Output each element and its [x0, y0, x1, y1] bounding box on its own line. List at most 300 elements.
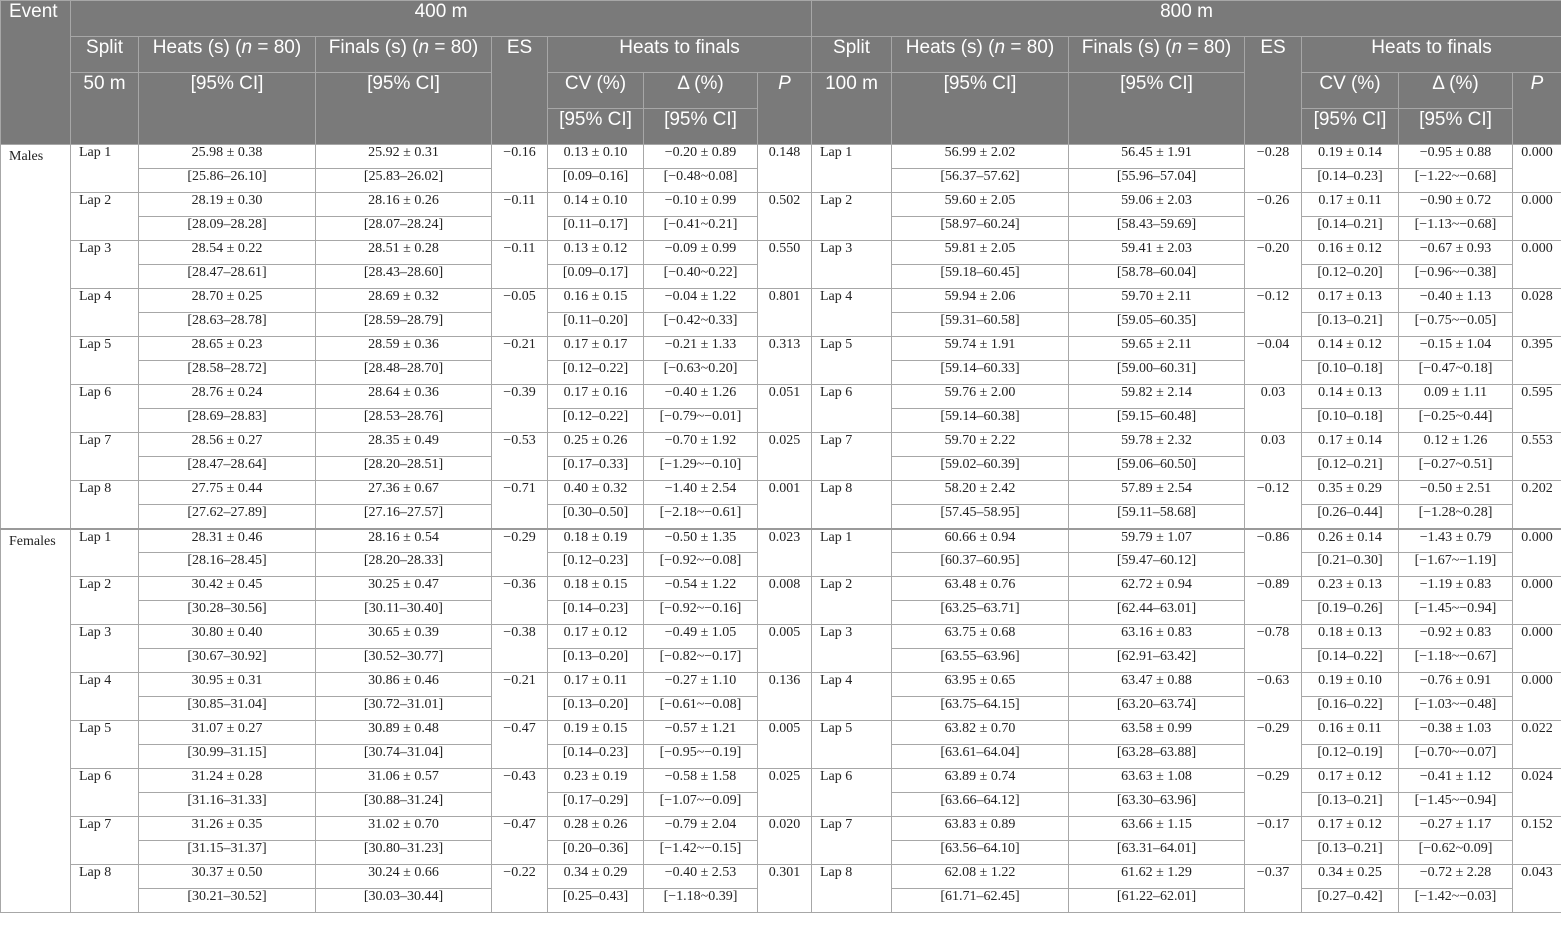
cv-ci: [0.12–0.22] [548, 361, 644, 385]
cv-mean-sd: 0.23 ± 0.19 [548, 769, 644, 793]
table-row [1, 865, 1561, 889]
finals-mean-sd: 59.06 ± 2.03 [1069, 193, 1245, 217]
lap-label: Lap 4 [812, 673, 892, 721]
p-value: 0.152 [1513, 817, 1561, 865]
effect-size: −0.39 [492, 385, 548, 433]
delta-mean-sd: 0.12 ± 1.26 [1399, 433, 1513, 457]
lap-label: Lap 3 [71, 625, 139, 673]
lap-label: Lap 1 [71, 145, 139, 193]
heats-mean-sd: 31.24 ± 0.28 [139, 769, 316, 793]
lap-label: Lap 8 [71, 865, 139, 913]
delta-ci: [−0.41~0.21] [644, 217, 758, 241]
heats-mean-sd: 31.26 ± 0.35 [139, 817, 316, 841]
delta-mean-sd: −0.67 ± 0.93 [1399, 241, 1513, 265]
finals-ci: [58.78–60.04] [1069, 265, 1245, 289]
finals-ci: [63.20–63.74] [1069, 697, 1245, 721]
finals-header-400: Finals (s) (n = 80) [316, 37, 492, 73]
heats-mean-sd: 30.42 ± 0.45 [139, 577, 316, 601]
finals-ci: [62.44–63.01] [1069, 601, 1245, 625]
cv-mean-sd: 0.17 ± 0.12 [1302, 817, 1399, 841]
delta-ci: [−0.79~−0.01] [644, 409, 758, 433]
heats-ci: [30.99–31.15] [139, 745, 316, 769]
heats-ci: [59.31–60.58] [892, 313, 1069, 337]
lap-label: Lap 5 [71, 721, 139, 769]
finals-mean-sd: 28.35 ± 0.49 [316, 433, 492, 457]
p-header-400: P [758, 73, 812, 145]
cv-mean-sd: 0.16 ± 0.15 [548, 289, 644, 313]
lap-label: Lap 3 [71, 241, 139, 289]
cv-mean-sd: 0.14 ± 0.10 [548, 193, 644, 217]
delta-ci: [−0.63~0.20] [644, 361, 758, 385]
heats-ci: [59.14–60.38] [892, 409, 1069, 433]
table-row [1, 145, 1561, 169]
finals-mean-sd: 59.41 ± 2.03 [1069, 241, 1245, 265]
effect-size: −0.38 [492, 625, 548, 673]
heats-mean-sd: 27.75 ± 0.44 [139, 481, 316, 505]
finals-mean-sd: 59.78 ± 2.32 [1069, 433, 1245, 457]
group-label: Females [1, 529, 71, 913]
finals-ci: [59.11–58.68] [1069, 505, 1245, 529]
cv-mean-sd: 0.28 ± 0.26 [548, 817, 644, 841]
finals-ci: [28.43–28.60] [316, 265, 492, 289]
p-value: 0.005 [758, 721, 812, 769]
table-row [1, 673, 1561, 697]
effect-size: −0.47 [492, 721, 548, 769]
table-row [1, 385, 1561, 409]
cv-ci: [0.26–0.44] [1302, 505, 1399, 529]
event-header: Event [1, 1, 71, 145]
lap-label: Lap 4 [812, 289, 892, 337]
delta-ci: [−0.48~0.08] [644, 169, 758, 193]
delta-mean-sd: −0.15 ± 1.04 [1399, 337, 1513, 361]
delta-ci: [−1.18~−0.67] [1399, 649, 1513, 673]
finals-ci: [30.03–30.44] [316, 889, 492, 913]
cv-mean-sd: 0.17 ± 0.13 [1302, 289, 1399, 313]
lap-label: Lap 7 [71, 817, 139, 865]
effect-size: −0.86 [1245, 529, 1302, 577]
effect-size: −0.63 [1245, 673, 1302, 721]
cv-mean-sd: 0.26 ± 0.14 [1302, 529, 1399, 553]
heats-ci: [58.97–60.24] [892, 217, 1069, 241]
table-row [1, 721, 1561, 745]
cv-header-800: CV (%) [1302, 73, 1399, 109]
heats-ci: [28.47–28.61] [139, 265, 316, 289]
effect-size: −0.53 [492, 433, 548, 481]
p-value: 0.301 [758, 865, 812, 913]
lap-label: Lap 2 [812, 193, 892, 241]
finals-ci: [28.07–28.24] [316, 217, 492, 241]
delta-mean-sd: −0.09 ± 0.99 [644, 241, 758, 265]
p-value: 0.023 [758, 529, 812, 577]
effect-size: −0.89 [1245, 577, 1302, 625]
cv-mean-sd: 0.14 ± 0.13 [1302, 385, 1399, 409]
finals-mean-sd: 25.92 ± 0.31 [316, 145, 492, 169]
lap-label: Lap 3 [812, 625, 892, 673]
cv-ci: [0.21–0.30] [1302, 553, 1399, 577]
delta-ci: [−0.75~−0.05] [1399, 313, 1513, 337]
cv-ci: [0.09–0.16] [548, 169, 644, 193]
finals-mean-sd: 62.72 ± 0.94 [1069, 577, 1245, 601]
delta-mean-sd: −0.21 ± 1.33 [644, 337, 758, 361]
heats-ci: [31.16–31.33] [139, 793, 316, 817]
delta-mean-sd: −1.19 ± 0.83 [1399, 577, 1513, 601]
p-value: 0.313 [758, 337, 812, 385]
delta-mean-sd: −0.40 ± 2.53 [644, 865, 758, 889]
table-row [1, 577, 1561, 601]
p-value: 0.051 [758, 385, 812, 433]
effect-size: −0.29 [1245, 769, 1302, 817]
cv-ci: [0.14–0.21] [1302, 217, 1399, 241]
effect-size: 0.03 [1245, 385, 1302, 433]
heats-ci: [63.75–64.15] [892, 697, 1069, 721]
heats-mean-sd: 30.37 ± 0.50 [139, 865, 316, 889]
table-row [1, 337, 1561, 361]
finals-mean-sd: 56.45 ± 1.91 [1069, 145, 1245, 169]
heats-ci: [57.45–58.95] [892, 505, 1069, 529]
delta-mean-sd: −0.76 ± 0.91 [1399, 673, 1513, 697]
finals-mean-sd: 28.16 ± 0.54 [316, 529, 492, 553]
cv-mean-sd: 0.25 ± 0.26 [548, 433, 644, 457]
lap-label: Lap 1 [812, 145, 892, 193]
lap-label: Lap 2 [812, 577, 892, 625]
finals-header-800: Finals (s) (n = 80) [1069, 37, 1245, 73]
table-row [1, 529, 1561, 553]
delta-ci-header-800: [95% CI] [1399, 109, 1513, 145]
effect-size: −0.28 [1245, 145, 1302, 193]
cv-ci: [0.17–0.33] [548, 457, 644, 481]
heats-ci: [30.28–30.56] [139, 601, 316, 625]
delta-ci: [−1.42~−0.15] [644, 841, 758, 865]
effect-size: −0.11 [492, 193, 548, 241]
delta-ci: [−0.70~−0.07] [1399, 745, 1513, 769]
delta-ci: [−1.45~−0.94] [1399, 601, 1513, 625]
effect-size: −0.47 [492, 817, 548, 865]
heats-mean-sd: 28.31 ± 0.46 [139, 529, 316, 553]
lap-label: Lap 5 [812, 721, 892, 769]
finals-mean-sd: 30.89 ± 0.48 [316, 721, 492, 745]
delta-ci: [−1.29~−0.10] [644, 457, 758, 481]
p-value: 0.025 [758, 433, 812, 481]
p-value: 0.001 [758, 481, 812, 529]
p-value: 0.022 [1513, 721, 1561, 769]
finals-mean-sd: 63.16 ± 0.83 [1069, 625, 1245, 649]
cv-mean-sd: 0.14 ± 0.12 [1302, 337, 1399, 361]
heats-mean-sd: 28.70 ± 0.25 [139, 289, 316, 313]
lap-label: Lap 6 [812, 385, 892, 433]
cv-mean-sd: 0.23 ± 0.13 [1302, 577, 1399, 601]
finals-mean-sd: 63.47 ± 0.88 [1069, 673, 1245, 697]
lap-label: Lap 4 [71, 673, 139, 721]
cv-mean-sd: 0.18 ± 0.13 [1302, 625, 1399, 649]
heats-ci: [63.61–64.04] [892, 745, 1069, 769]
lap-label: Lap 4 [71, 289, 139, 337]
delta-ci: [−0.42~0.33] [644, 313, 758, 337]
p-value: 0.801 [758, 289, 812, 337]
p-value: 0.595 [1513, 385, 1561, 433]
delta-ci: [−1.03~−0.48] [1399, 697, 1513, 721]
cv-ci: [0.25–0.43] [548, 889, 644, 913]
split-header-800: Split [812, 37, 892, 73]
delta-ci: [−0.61~−0.08] [644, 697, 758, 721]
cv-mean-sd: 0.18 ± 0.19 [548, 529, 644, 553]
cv-mean-sd: 0.34 ± 0.29 [548, 865, 644, 889]
p-value: 0.024 [1513, 769, 1561, 817]
cv-header-400: CV (%) [548, 73, 644, 109]
heats-ci: [28.16–28.45] [139, 553, 316, 577]
delta-mean-sd: −0.27 ± 1.17 [1399, 817, 1513, 841]
finals-mean-sd: 28.51 ± 0.28 [316, 241, 492, 265]
heats-ci: [28.09–28.28] [139, 217, 316, 241]
p-value: 0.000 [1513, 145, 1561, 193]
heats-mean-sd: 28.65 ± 0.23 [139, 337, 316, 361]
p-value: 0.020 [758, 817, 812, 865]
cv-mean-sd: 0.34 ± 0.25 [1302, 865, 1399, 889]
delta-ci: [−0.92~−0.08] [644, 553, 758, 577]
heats-ci: [27.62–27.89] [139, 505, 316, 529]
heats-mean-sd: 63.95 ± 0.65 [892, 673, 1069, 697]
delta-mean-sd: −1.40 ± 2.54 [644, 481, 758, 505]
heats-to-finals-header-400: Heats to finals [548, 37, 812, 73]
finals-ci: [30.11–30.40] [316, 601, 492, 625]
lap-label: Lap 5 [812, 337, 892, 385]
heats-mean-sd: 62.08 ± 1.22 [892, 865, 1069, 889]
heats-header-400: Heats (s) (n = 80) [139, 37, 316, 73]
delta-ci: [−1.45~−0.94] [1399, 793, 1513, 817]
cv-mean-sd: 0.17 ± 0.14 [1302, 433, 1399, 457]
p-value: 0.000 [1513, 241, 1561, 289]
effect-size: −0.21 [492, 337, 548, 385]
cv-ci: [0.14–0.23] [1302, 169, 1399, 193]
finals-mean-sd: 61.62 ± 1.29 [1069, 865, 1245, 889]
heats-mean-sd: 28.76 ± 0.24 [139, 385, 316, 409]
effect-size: −0.11 [492, 241, 548, 289]
heats-mean-sd: 63.48 ± 0.76 [892, 577, 1069, 601]
delta-ci: [−0.25~0.44] [1399, 409, 1513, 433]
delta-ci: [−0.96~−0.38] [1399, 265, 1513, 289]
effect-size: 0.03 [1245, 433, 1302, 481]
finals-ci: [55.96–57.04] [1069, 169, 1245, 193]
cv-mean-sd: 0.16 ± 0.11 [1302, 721, 1399, 745]
finals-mean-sd: 63.63 ± 1.08 [1069, 769, 1245, 793]
cv-ci: [0.17–0.29] [548, 793, 644, 817]
finals-mean-sd: 28.64 ± 0.36 [316, 385, 492, 409]
heats-ci-header-800: [95% CI] [892, 73, 1069, 145]
cv-ci: [0.27–0.42] [1302, 889, 1399, 913]
cv-ci: [0.10–0.18] [1302, 361, 1399, 385]
heats-ci: [30.21–30.52] [139, 889, 316, 913]
group-label: Males [1, 145, 71, 529]
finals-mean-sd: 59.65 ± 2.11 [1069, 337, 1245, 361]
effect-size: −0.16 [492, 145, 548, 193]
cv-ci: [0.13–0.21] [1302, 793, 1399, 817]
delta-mean-sd: −0.40 ± 1.26 [644, 385, 758, 409]
heats-ci: [28.47–28.64] [139, 457, 316, 481]
heats-ci: [28.58–28.72] [139, 361, 316, 385]
finals-ci: [59.05–60.35] [1069, 313, 1245, 337]
cv-ci: [0.16–0.22] [1302, 697, 1399, 721]
delta-ci: [−0.47~0.18] [1399, 361, 1513, 385]
cv-mean-sd: 0.17 ± 0.17 [548, 337, 644, 361]
delta-ci: [−0.40~0.22] [644, 265, 758, 289]
effect-size: −0.12 [1245, 481, 1302, 529]
p-value: 0.000 [1513, 625, 1561, 673]
p-value: 0.502 [758, 193, 812, 241]
delta-ci: [−2.18~−0.61] [644, 505, 758, 529]
heats-ci: [63.25–63.71] [892, 601, 1069, 625]
lap-label: Lap 6 [71, 769, 139, 817]
finals-mean-sd: 59.79 ± 1.07 [1069, 529, 1245, 553]
delta-ci: [−1.67~−1.19] [1399, 553, 1513, 577]
p-value: 0.136 [758, 673, 812, 721]
finals-ci: [59.47–60.12] [1069, 553, 1245, 577]
finals-mean-sd: 59.70 ± 2.11 [1069, 289, 1245, 313]
effect-size: −0.26 [1245, 193, 1302, 241]
heats-ci: [59.02–60.39] [892, 457, 1069, 481]
finals-ci: [58.43–59.69] [1069, 217, 1245, 241]
delta-ci: [−1.13~−0.68] [1399, 217, 1513, 241]
lap-label: Lap 7 [812, 817, 892, 865]
heats-ci: [30.85–31.04] [139, 697, 316, 721]
lap-label: Lap 8 [812, 865, 892, 913]
heats-mean-sd: 60.66 ± 0.94 [892, 529, 1069, 553]
effect-size: −0.22 [492, 865, 548, 913]
delta-mean-sd: −0.95 ± 0.88 [1399, 145, 1513, 169]
delta-ci-header-400: [95% CI] [644, 109, 758, 145]
finals-ci: [59.15–60.48] [1069, 409, 1245, 433]
effect-size: −0.43 [492, 769, 548, 817]
cv-ci: [0.11–0.17] [548, 217, 644, 241]
finals-ci: [59.00–60.31] [1069, 361, 1245, 385]
finals-mean-sd: 57.89 ± 2.54 [1069, 481, 1245, 505]
p-value: 0.000 [1513, 673, 1561, 721]
delta-ci: [−0.62~0.09] [1399, 841, 1513, 865]
delta-ci: [−0.92~−0.16] [644, 601, 758, 625]
cv-mean-sd: 0.17 ± 0.11 [1302, 193, 1399, 217]
finals-mean-sd: 63.58 ± 0.99 [1069, 721, 1245, 745]
effect-size: −0.21 [492, 673, 548, 721]
cv-ci: [0.30–0.50] [548, 505, 644, 529]
section-800m-header: 800 m [812, 1, 1561, 37]
table-row [1, 481, 1561, 505]
delta-mean-sd: −0.41 ± 1.12 [1399, 769, 1513, 793]
lap-label: Lap 8 [71, 481, 139, 529]
finals-mean-sd: 28.16 ± 0.26 [316, 193, 492, 217]
p-value: 0.550 [758, 241, 812, 289]
heats-ci: [60.37–60.95] [892, 553, 1069, 577]
table-row [1, 193, 1561, 217]
cv-ci: [0.14–0.23] [548, 745, 644, 769]
cv-mean-sd: 0.17 ± 0.12 [1302, 769, 1399, 793]
table-row [1, 241, 1561, 265]
heats-ci: [25.86–26.10] [139, 169, 316, 193]
cv-ci: [0.13–0.21] [1302, 313, 1399, 337]
p-value: 0.395 [1513, 337, 1561, 385]
heats-ci: [30.67–30.92] [139, 649, 316, 673]
heats-ci-header-400: [95% CI] [139, 73, 316, 145]
delta-mean-sd: −0.70 ± 1.92 [644, 433, 758, 457]
heats-mean-sd: 59.60 ± 2.05 [892, 193, 1069, 217]
effect-size: −0.36 [492, 577, 548, 625]
table-row [1, 625, 1561, 649]
finals-ci: [30.88–31.24] [316, 793, 492, 817]
delta-mean-sd: −0.20 ± 0.89 [644, 145, 758, 169]
heats-mean-sd: 30.80 ± 0.40 [139, 625, 316, 649]
cv-ci: [0.09–0.17] [548, 265, 644, 289]
heats-mean-sd: 63.82 ± 0.70 [892, 721, 1069, 745]
heats-ci: [59.14–60.33] [892, 361, 1069, 385]
cv-mean-sd: 0.17 ± 0.12 [548, 625, 644, 649]
es-header-800: ES [1245, 37, 1302, 145]
cv-mean-sd: 0.16 ± 0.12 [1302, 241, 1399, 265]
heats-to-finals-header-800: Heats to finals [1302, 37, 1561, 73]
heats-ci: [63.55–63.96] [892, 649, 1069, 673]
p-value: 0.148 [758, 145, 812, 193]
cv-ci-header-800: [95% CI] [1302, 109, 1399, 145]
delta-mean-sd: −0.57 ± 1.21 [644, 721, 758, 745]
heats-ci: [31.15–31.37] [139, 841, 316, 865]
lap-label: Lap 7 [71, 433, 139, 481]
cv-mean-sd: 0.13 ± 0.12 [548, 241, 644, 265]
finals-mean-sd: 28.59 ± 0.36 [316, 337, 492, 361]
p-value: 0.000 [1513, 577, 1561, 625]
delta-mean-sd: −0.50 ± 2.51 [1399, 481, 1513, 505]
finals-mean-sd: 59.82 ± 2.14 [1069, 385, 1245, 409]
finals-ci: [30.80–31.23] [316, 841, 492, 865]
es-header-400: ES [492, 37, 548, 145]
finals-mean-sd: 63.66 ± 1.15 [1069, 817, 1245, 841]
heats-ci: [63.66–64.12] [892, 793, 1069, 817]
delta-mean-sd: −0.10 ± 0.99 [644, 193, 758, 217]
finals-mean-sd: 28.69 ± 0.32 [316, 289, 492, 313]
finals-ci: [28.20–28.33] [316, 553, 492, 577]
heats-ci: [63.56–64.10] [892, 841, 1069, 865]
delta-mean-sd: −0.72 ± 2.28 [1399, 865, 1513, 889]
delta-ci: [−1.28~0.28] [1399, 505, 1513, 529]
delta-header-800: Δ (%) [1399, 73, 1513, 109]
effect-size: −0.71 [492, 481, 548, 529]
heats-mean-sd: 56.99 ± 2.02 [892, 145, 1069, 169]
heats-ci: [28.63–28.78] [139, 313, 316, 337]
table-row [1, 433, 1561, 457]
cv-mean-sd: 0.19 ± 0.10 [1302, 673, 1399, 697]
cv-mean-sd: 0.18 ± 0.15 [548, 577, 644, 601]
finals-ci: [30.74–31.04] [316, 745, 492, 769]
heats-ci: [59.18–60.45] [892, 265, 1069, 289]
cv-ci: [0.13–0.21] [1302, 841, 1399, 865]
heats-mean-sd: 58.20 ± 2.42 [892, 481, 1069, 505]
p-value: 0.553 [1513, 433, 1561, 481]
effect-size: −0.04 [1245, 337, 1302, 385]
cv-ci: [0.12–0.20] [1302, 265, 1399, 289]
delta-mean-sd: −0.90 ± 0.72 [1399, 193, 1513, 217]
delta-ci: [−1.22~−0.68] [1399, 169, 1513, 193]
cv-ci: [0.13–0.20] [548, 649, 644, 673]
delta-mean-sd: −0.79 ± 2.04 [644, 817, 758, 841]
cv-mean-sd: 0.17 ± 0.11 [548, 673, 644, 697]
finals-ci: [59.06–60.50] [1069, 457, 1245, 481]
delta-mean-sd: −0.04 ± 1.22 [644, 289, 758, 313]
delta-ci: [−0.82~−0.17] [644, 649, 758, 673]
heats-mean-sd: 28.19 ± 0.30 [139, 193, 316, 217]
delta-ci: [−1.42~−0.03] [1399, 889, 1513, 913]
table-row [1, 817, 1561, 841]
heats-mean-sd: 59.94 ± 2.06 [892, 289, 1069, 313]
delta-mean-sd: −0.54 ± 1.22 [644, 577, 758, 601]
lap-label: Lap 5 [71, 337, 139, 385]
finals-ci: [25.83–26.02] [316, 169, 492, 193]
heats-mean-sd: 59.74 ± 1.91 [892, 337, 1069, 361]
delta-mean-sd: 0.09 ± 1.11 [1399, 385, 1513, 409]
